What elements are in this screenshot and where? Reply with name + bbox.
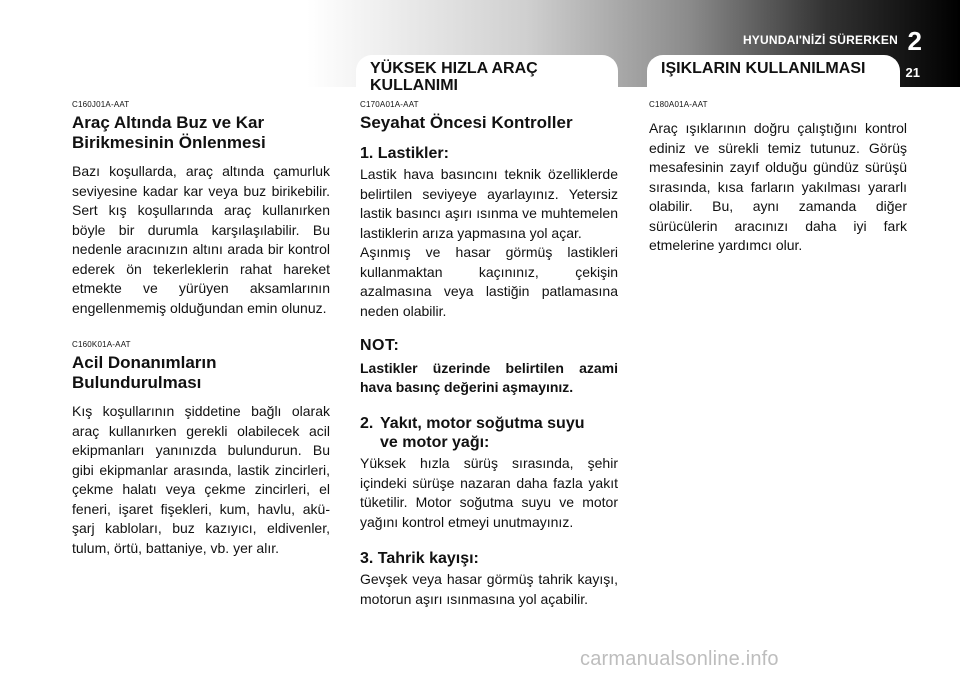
- item-title-line: ve motor yağı:: [380, 434, 490, 451]
- column-middle: [360, 100, 618, 609]
- section-code: C160K01A-AAT: [72, 340, 131, 349]
- section-code: C170A01A-AAT: [360, 100, 419, 109]
- item-title-fluids: [360, 414, 618, 452]
- section-tab-lights: [647, 55, 900, 87]
- item-title-tires: 1. Lastikler:: [360, 145, 449, 162]
- note-body: Lastikler üzerinde belirtilen azami hava basınç değerini aşmayınız.: [360, 360, 618, 395]
- item-body: Aşınmış ve hasar görmüş lastikleri kullanmaktan kaçınınız, çekişin azalmasına veya lastiğin patlamasına neden olabilir.: [360, 244, 618, 319]
- chapter-number: 2: [907, 26, 922, 56]
- section-body: Bazı koşullarda, araç altında çamurluk seviyesine kadar kar veya buz birikebilir. Sert kış koşullarında araç kullanırken böyle bir durumla karşılaşılabilir. Bu nedenle aracınızın altını arada bir kontrol ederek ön tekerleklerin rahat hareket etmekte ve yürüyen aksamlarının engellenmemiş olduğundan emin olunuz.: [72, 163, 330, 316]
- watermark: carmanualsonline.info: [580, 648, 779, 670]
- section-tab-label: IŞIKLARIN KULLANILMASI: [661, 60, 866, 77]
- section-title: Araç Altında Buz ve Kar Birikmesinin Önlenmesi: [72, 113, 266, 152]
- column-left: [72, 100, 330, 558]
- section-title: Acil Donanımların Bulundurulması: [72, 353, 217, 392]
- item-title-line: Yakıt, motor soğutma suyu: [380, 415, 585, 432]
- section-body: Araç ışıklarının doğru çalıştığını kontrol ediniz ve sürekli temiz tutunuz. Görüş mesafesinin zayıf olduğu gündüz sürüşü sırasında, kısa farların yakılması yararlı olabilir. Bu, aynı zamanda diğer sürücülerin aracınızı daha iyi fark etmelerine yardımcı olur.: [649, 120, 907, 253]
- section-tab-label: YÜKSEK HIZLA ARAÇ KULLANIMI: [370, 60, 538, 94]
- page-header: [0, 0, 960, 94]
- page-number: 21: [905, 65, 920, 80]
- section-body: Kış koşullarının şiddetine bağlı olarak araç kullanırken gerekli olabilecek acil ekipmanları yanınızda bulundurun. Bu gibi ekipmanlar arasında, lastik zincirleri, çekme halatı veya çekme zincirleri, el feneri, işaret fişekleri, kum, havlu, akü-şarj kabloları, buz kazıyıcı, eldivenler, tulum, örtü, battaniye, vb. yer alır.: [72, 403, 330, 556]
- item-title-belt: 3. Tahrik kayışı:: [360, 550, 479, 567]
- item-number: 2.: [360, 415, 374, 432]
- section-title: Seyahat Öncesi Kontroller: [360, 113, 573, 132]
- item-body: Lastik hava basıncını teknik özelliklerde belirtilen seviyeye ayarlayınız. Yetersiz lastik basıncı aşırı ısınma ve muhtemelen lastiklerin arıza yapmasına yol açar.: [360, 166, 618, 241]
- item-body: Yüksek hızla sürüş sırasında, şehir içindeki sürüşe nazaran daha fazla yakıt tüketilir. Motor soğutma suyu ve motor yağını kontrol etmeyi unutmayınız.: [360, 455, 618, 530]
- chapter-title: HYUNDAI'NİZİ SÜRERKEN: [742, 33, 898, 47]
- note-title: NOT:: [360, 337, 400, 354]
- section-code: C180A01A-AAT: [649, 100, 708, 109]
- section-code: C160J01A-AAT: [72, 100, 130, 109]
- column-right: [649, 100, 907, 256]
- item-body: Gevşek veya hasar görmüş tahrik kayışı, motorun aşırı ısınmasına yol açabilir.: [360, 571, 618, 607]
- section-tab-high-speed: [356, 55, 618, 94]
